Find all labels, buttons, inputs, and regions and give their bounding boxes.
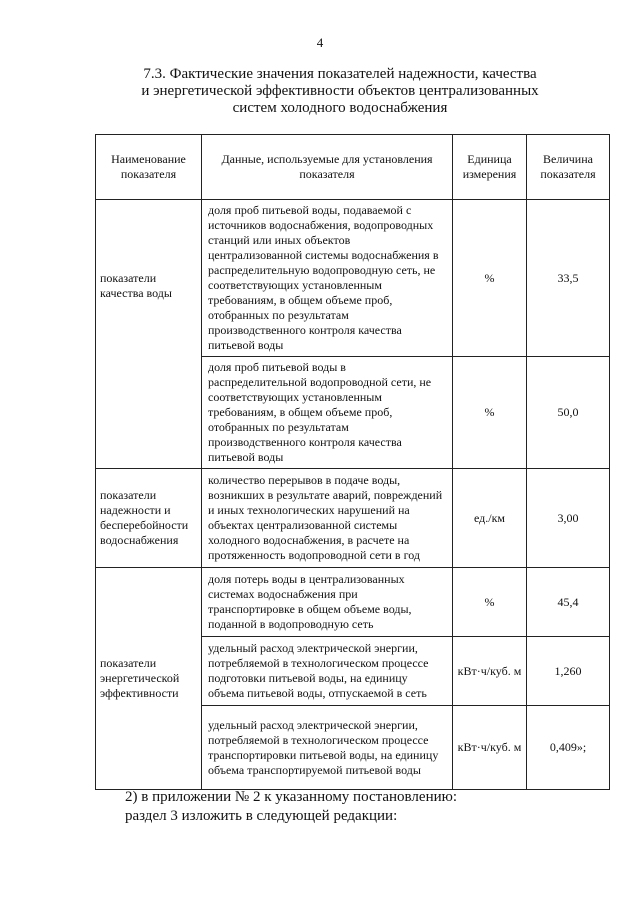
group-name-reliability: показатели надежности и бесперебойности водоснабжения [96,469,202,568]
row-data: удельный расход электрической энергии, потребляемой в технологическом процессе транспортировки питьевой воды, на единицу объема транспортируемой питьевой воды [202,706,453,790]
table-row [96,469,610,568]
section-title-line-3: систем холодного водоснабжения [232,100,448,116]
table-header-row [96,135,610,200]
row-value: 50,0 [527,357,610,469]
group-name-energy-efficiency: показатели энергетической эффективности [96,568,202,790]
section-title-line-2: и энергетической эффективности объектов централизованных [141,83,539,99]
section-title-line-1: 7.3. Фактические значения показателей надежности, качества [143,66,537,82]
page-number: 4 [316,35,324,50]
row-value: 0,409»; [527,706,610,790]
table-row [96,200,610,357]
row-unit: % [453,568,527,637]
closing-line-1: 2) в приложении № 2 к указанному постановлению: [125,789,457,805]
row-value: 3,00 [527,469,610,568]
row-data: доля проб питьевой воды в распределительной водопроводной сети, не соответствующих установленным требованиям, в общем объеме проб, отобранных по результатам производственного контроля качества питьевой воды [202,357,453,469]
row-unit: кВт·ч/куб. м [453,637,527,706]
row-unit: кВт·ч/куб. м [453,706,527,790]
row-unit: ед./км [453,469,527,568]
closing-line-2: раздел 3 изложить в следующей редакции: [125,808,398,824]
row-data: количество перерывов в подаче воды, возникших в результате аварий, повреждений и иных технологических нарушений на объектах централизованной системы холодного водоснабжения, в расчете на протяженность водопроводной сети в год [202,469,453,568]
row-unit: % [453,200,527,357]
row-data: удельный расход электрической энергии, потребляемой в технологическом процессе подготовки питьевой воды, на единицу объема питьевой воды, отпускаемой в сеть [202,637,453,706]
row-value: 33,5 [527,200,610,357]
header-unit: Единица измерения [453,135,527,200]
header-indicator-data: Данные, используемые для установления показателя [202,135,453,200]
row-data: доля потерь воды в централизованных системах водоснабжения при транспортировке в общем объеме воды, поданной в водопроводную сеть [202,568,453,637]
table-row [96,568,610,637]
row-value: 45,4 [527,568,610,637]
header-value: Величина показателя [527,135,610,200]
section-title [110,66,570,117]
group-name-water-quality: показатели качества воды [96,200,202,469]
closing-text [125,788,585,826]
row-unit: % [453,357,527,469]
header-indicator-name: Наименование показателя [96,135,202,200]
row-data: доля проб питьевой воды, подаваемой с источников водоснабжения, водопроводных станций или иных объектов централизованной системы водоснабжения в распределительную водопроводную сеть, не соответствующих установленным требованиям, в общем объеме проб, отобранных по результатам производственного контроля качества питьевой воды [202,200,453,357]
indicators-table [95,134,610,790]
row-value: 1,260 [527,637,610,706]
